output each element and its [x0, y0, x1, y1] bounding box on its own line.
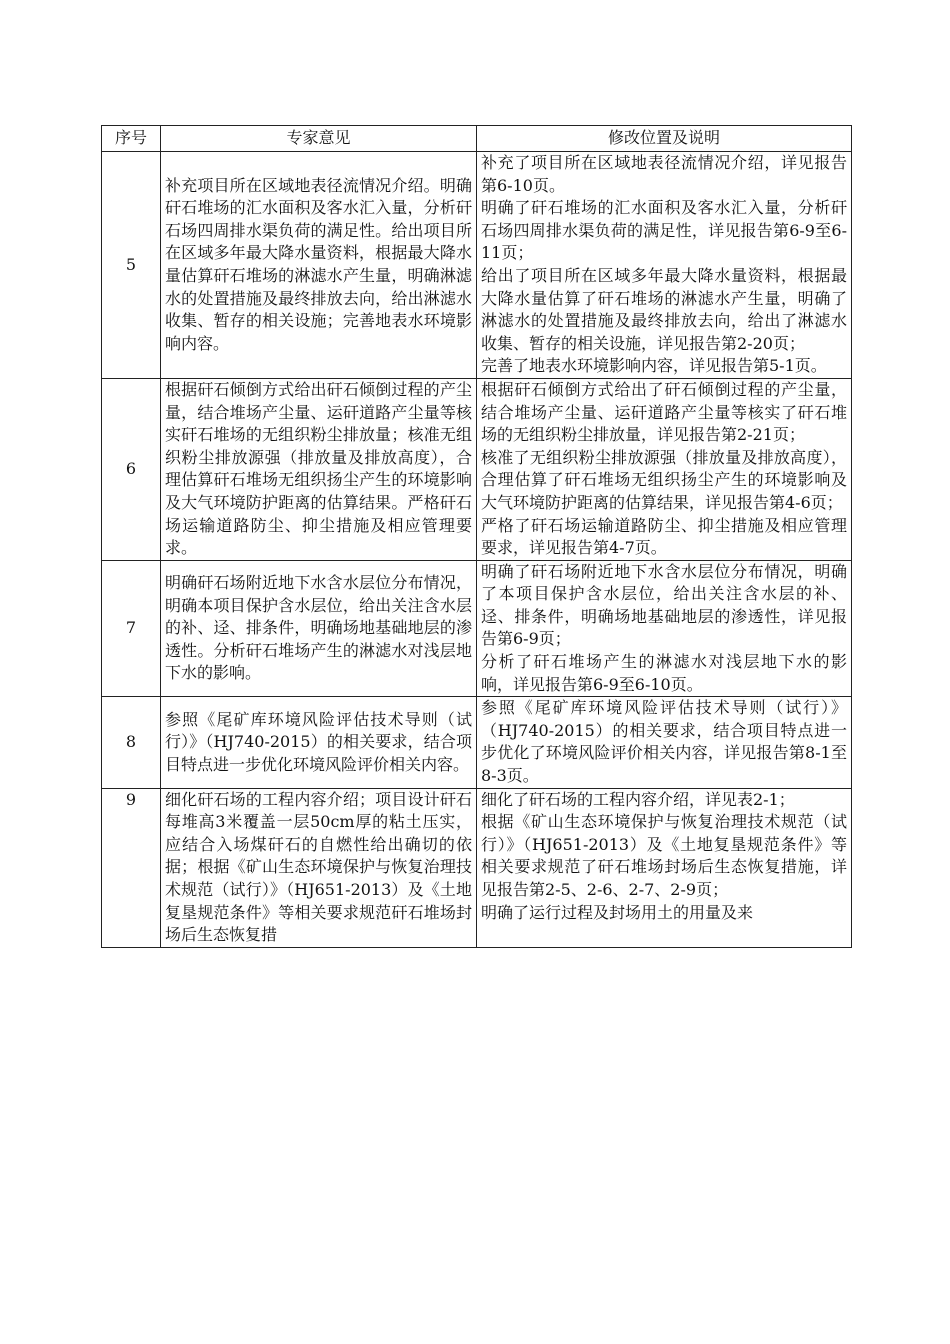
header-revision-note: 修改位置及说明	[477, 126, 852, 152]
row-number: 6	[102, 378, 161, 560]
revision-paragraph: 明确了矸石场附近地下水含水层位分布情况，明确了本项目保护含水层位，给出关注含水层的补、迳、排条件，明确场地基础地层的渗透性，详见报告第6-9页；	[481, 561, 847, 649]
table-header-row	[102, 126, 852, 152]
row-number: 7	[102, 560, 161, 697]
header-serial-number: 序号	[102, 126, 161, 152]
row-number: 5	[102, 152, 161, 379]
revision-cell	[477, 378, 852, 560]
revision-paragraph: 明确了矸石堆场的汇水面积及客水汇入量，分析矸石场四周排水渠负荷的满足性，详见报告第6-9至6-11页；	[481, 198, 847, 263]
revision-paragraph: 细化了矸石场的工程内容介绍，详见表2-1；	[481, 789, 795, 809]
revision-paragraph: 严格了矸石场运输道路防尘、抑尘措施及相应管理要求，详见报告第4-7页。	[481, 515, 847, 558]
table-row	[102, 788, 852, 947]
revision-paragraph: 给出了项目所在区域多年最大降水量资料，根据最大降水量估算了矸石堆场的淋滤水产生量，明确了淋滤水的处置措施及最终排放去向，给出了淋滤水收集、暂存的相关设施，详见报告第2-20页；	[481, 265, 847, 353]
revision-paragraph: 根据矸石倾倒方式给出了矸石倾倒过程的产尘量，结合堆场产尘量、运矸道路产尘量等核实了矸石堆场的无组织粉尘排放量，详见报告第2-21页；	[481, 379, 847, 445]
expert-opinion-cell: 参照《尾矿库环境风险评估技术导则（试行）》（HJ740-2015）的相关要求，结合项目特点进一步优化环境风险评价相关内容。	[161, 697, 477, 788]
revision-paragraph: 明确了运行过程及封场用土的用量及来	[481, 902, 754, 922]
table-row	[102, 378, 852, 560]
revision-paragraph: 核准了无组织粉尘排放源强（排放量及排放高度），合理估算了矸石堆场无组织扬尘产生的环境影响及大气环境防护距离的估算结果，详见报告第4-6页；	[481, 447, 847, 512]
revision-paragraph: 补充了项目所在区域地表径流情况介绍，详见报告第6-10页。	[481, 153, 847, 195]
revision-cell	[477, 697, 852, 788]
revision-paragraph: 参照《尾矿库环境风险评估技术导则（试行）》（HJ740-2015）的相关要求，结合项目特点进一步优化了环境风险评价相关内容，详见报告第8-1至8-3页。	[481, 698, 847, 786]
expert-opinion-cell: 明确矸石场附近地下水含水层位分布情况，明确本项目保护含水层位，给出关注含水层的补、迳、排条件，明确场地基础地层的渗透性。分析矸石堆场产生的淋滤水对浅层地下水的影响。	[161, 560, 477, 697]
expert-opinion-cell: 补充项目所在区域地表径流情况介绍。明确矸石堆场的汇水面积及客水汇入量，分析矸石场四周排水渠负荷的满足性。给出项目所在区域多年最大降水量资料，根据最大降水量估算矸石堆场的淋滤水产生量，明确淋滤水的处置措施及最终排放去向，给出淋滤水收集、暂存的相关设施；完善地表水环境影响内容。	[161, 152, 477, 379]
table-row	[102, 697, 852, 788]
revision-paragraph: 根据《矿山生态环境保护与恢复治理技术规范（试行）》（HJ651-2013）及《土地复垦规范条件》等相关要求规范了矸石堆场封场后生态恢复措施，详见报告第2-5、2-6、2-7、2-9页；	[481, 812, 847, 899]
document-page	[101, 125, 851, 948]
revision-cell	[477, 152, 852, 379]
table-row	[102, 560, 852, 697]
revision-cell	[477, 788, 852, 947]
table-row	[102, 152, 852, 379]
expert-opinion-cell: 细化矸石场的工程内容介绍；项目设计矸石每堆高3米覆盖一层50cm厚的粘土压实，应结合入场煤矸石的自燃性给出确切的依据；根据《矿山生态环境保护与恢复治理技术规范（试行）》（HJ651-2013）及《土地复垦规范条件》等相关要求规范矸石堆场封场后生态恢复措	[161, 788, 477, 947]
row-number: 9	[102, 788, 161, 947]
row-number: 8	[102, 697, 161, 788]
header-expert-opinion: 专家意见	[161, 126, 477, 152]
revision-paragraph: 分析了矸石堆场产生的淋滤水对浅层地下水的影响，详见报告第6-9至6-10页。	[481, 652, 847, 694]
expert-opinion-table	[101, 125, 852, 948]
revision-cell	[477, 560, 852, 697]
revision-paragraph: 完善了地表水环境影响内容，详见报告第5-1页。	[481, 356, 827, 376]
expert-opinion-cell: 根据矸石倾倒方式给出矸石倾倒过程的产尘量，结合堆场产尘量、运矸道路产尘量等核实矸石堆场的无组织粉尘排放量；核准无组织粉尘排放源强（排放量及排放高度），合理估算矸石堆场无组织扬尘产生的环境影响及大气环境防护距离的估算结果。严格矸石场运输道路防尘、抑尘措施及相应管理要求。	[161, 378, 477, 560]
